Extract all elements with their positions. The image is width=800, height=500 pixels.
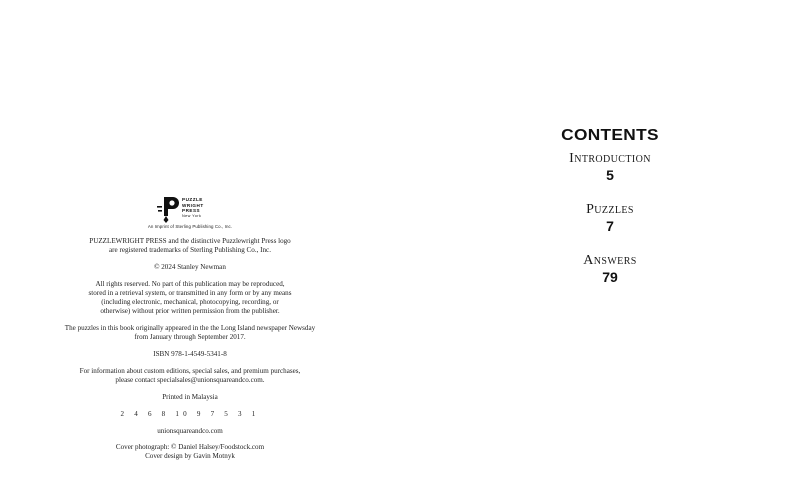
isbn: ISBN 978-1-4549-5341-8 [153, 350, 227, 358]
logo-line-3: PRESS [182, 208, 201, 214]
trademark-line: are registered trademarks of Sterling Publishing Co., Inc. [109, 246, 271, 254]
website: unionsquareandco.com [157, 427, 223, 435]
sales-info [40, 367, 340, 385]
copyright-notice: © 2024 Stanley Newman [154, 263, 226, 271]
rights-line: otherwise) without prior written permission from the publisher. [100, 307, 280, 315]
toc-page-number: 5 [606, 167, 614, 183]
contents-page [540, 126, 680, 286]
toc-entry-puzzles[interactable] [540, 202, 680, 235]
logo-wordmark [182, 197, 204, 219]
toc-entry-introduction[interactable] [540, 151, 680, 184]
toc-entry-answers[interactable] [540, 253, 680, 286]
imprint-line: An Imprint of Sterling Publishing Co., Inc. [147, 224, 233, 229]
origin-notice [40, 324, 340, 342]
toc-page-number: 79 [602, 269, 618, 285]
rights-line: stored in a retrieval system, or transmitted in any form or by any means [88, 289, 292, 297]
trademark-notice [40, 237, 340, 255]
trademark-line: PUZZLEWRIGHT PRESS and the distinctive Puzzlewright Press logo [89, 237, 291, 245]
logo-line-1: PUZZLE [182, 197, 203, 202]
logo-line-2: WRIGHT [182, 202, 204, 208]
publisher-logo [130, 190, 250, 224]
credit-line: Cover design by Gavin Motnyk [145, 452, 235, 460]
printed-in: Printed in Malaysia [162, 393, 218, 401]
toc-title: Answers [583, 253, 637, 268]
copyright-page [40, 190, 340, 461]
sales-info-line: please contact specialsales@unionsquareandco.com. [115, 376, 265, 384]
origin-line: The puzzles in this book originally appeared in the the Long Island newspaper Newsday [64, 324, 316, 332]
rights-line: All rights reserved. No part of this publication may be reproduced, [95, 280, 285, 288]
origin-line: from January through September 2017. [134, 333, 246, 341]
quill-p-logo-icon [155, 194, 183, 224]
toc-title: Puzzles [586, 202, 634, 217]
printing-number-line: 2 4 6 8 10 9 7 5 3 1 [120, 410, 260, 418]
sales-info-line: For information about custom editions, special sales, and premium purchases, [79, 367, 301, 375]
contents-heading: CONTENTS [561, 127, 659, 144]
rights-line: (including electronic, mechanical, photocopying, recording, or [101, 298, 279, 306]
rights-notice [40, 280, 340, 316]
toc-title: Introduction [569, 151, 651, 166]
credit-line: Cover photograph: © Daniel Halsey/Foodstock.com [115, 443, 265, 451]
toc-page-number: 7 [606, 218, 614, 234]
logo-city: New York [182, 213, 202, 218]
cover-credits [40, 443, 340, 461]
